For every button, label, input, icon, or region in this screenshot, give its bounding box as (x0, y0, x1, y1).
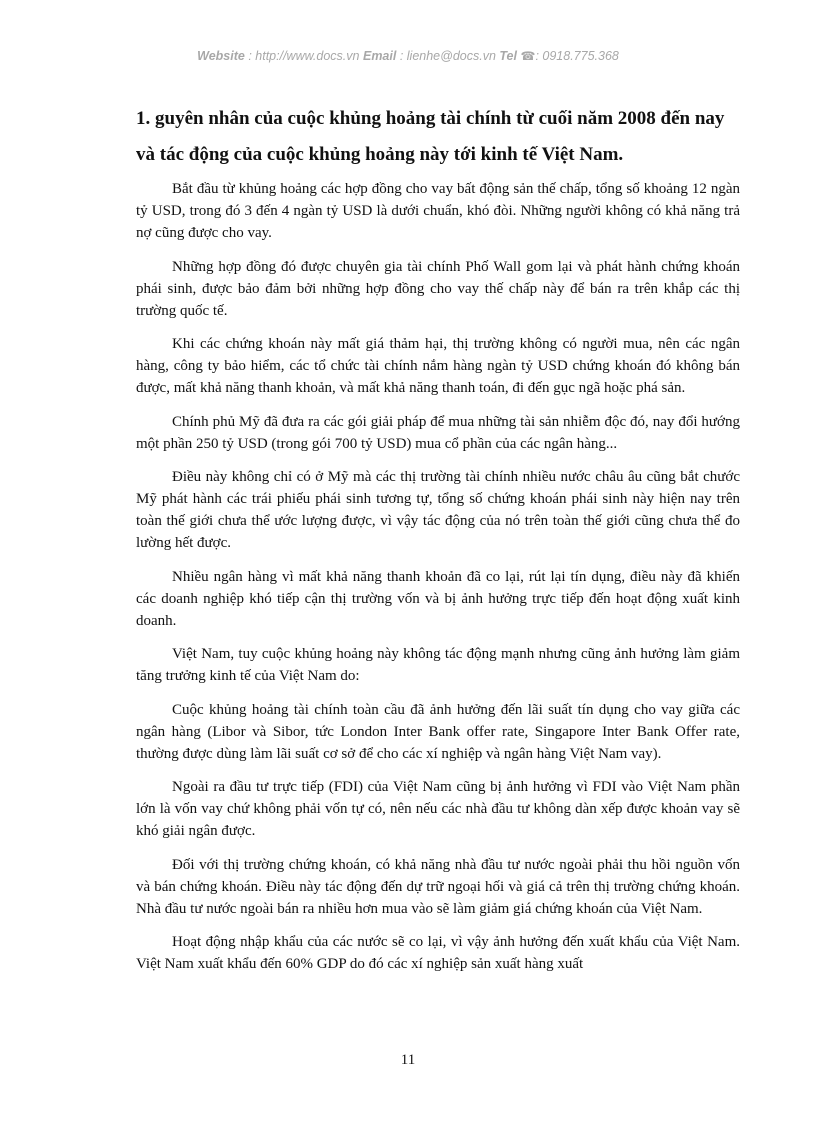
page-header (0, 49, 816, 63)
paragraph-3: Khi các chứng khoán này mất giá thảm hại, thị trường không có người mua, nên các ngân hàng, công ty bảo hiểm, các tổ chức tài chính nắm hàng ngàn tỷ USD chứng khoán đó không bán được, mất khả năng thanh khoản, và mất khả năng thanh toán, đi đến gục ngã hoặc phá sản. (136, 336, 740, 396)
email-label: Email (362, 49, 397, 63)
paragraph-11: Hoạt động nhập khẩu của các nước sẽ co lại, vì vậy ảnh hưởng đến xuất khẩu của Việt Nam. Việt Nam xuất khẩu đến 60% GDP do đó các xí nghiệp sản xuất hàng xuất (136, 934, 740, 972)
phone-icon: ☎ (520, 49, 536, 63)
page-number: 11 (400, 1052, 416, 1068)
paragraph-4: Chính phủ Mỹ đã đưa ra các gói giải pháp để mua những tài sản nhiễm độc đó, nay đổi hướng một phần 250 tỷ USD (trong gói 700 tỷ USD) mua cổ phần của các ngân hàng... (136, 413, 740, 452)
email-value: : lienhe@docs.vn (399, 49, 496, 63)
website-label: Website (197, 49, 245, 63)
paragraph-7: Việt Nam, tuy cuộc khủng hoảng này không tác động mạnh nhưng cũng ảnh hưởng làm giảm tăng trưởng kinh tế của Việt Nam do: (136, 646, 740, 684)
paragraph-8: Cuộc khủng hoảng tài chính toàn cầu đã ảnh hưởng đến lãi suất tín dụng cho vay giữa các ngân hàng (Libor và Sibor, tức London Inter Bank offer rate, Singapore Inter Bank Offer rate, thường được dùng làm lãi suất cơ sở để cho các xí nghiệp và ngân hàng Việt Nam vay). (136, 701, 740, 762)
paragraph-10: Đối với thị trường chứng khoán, có khả năng nhà đầu tư nước ngoài phải thu hồi nguồn vốn và bán chứng khoán. Điều này tác động đến dự trữ ngoại hối và giá cả trên thị trường chứng khoán. Nhà đầu tư nước ngoài bán ra nhiều hơn mua vào sẽ làm giảm giá chứng khoán của Việt Nam. (136, 856, 740, 917)
paragraph-9: Ngoài ra đầu tư trực tiếp (FDI) của Việt Nam cũng bị ảnh hưởng vì FDI vào Việt Nam phần lớn là vốn vay chứ không phải vốn tự có, nên nếu các nhà đầu tư không dàn xếp được khoản vay sẽ khó giải ngân được. (136, 779, 740, 839)
tel-label: Tel (499, 49, 517, 63)
section-title: 1. guyên nhân của cuộc khủng hoảng tài chính từ cuối năm 2008 đến nay và tác động của cuộc khủng hoảng này tới kinh tế Việt Nam. (136, 108, 725, 165)
tel-value: : 0918.775.368 (535, 49, 619, 63)
paragraph-2: Những hợp đồng đó được chuyên gia tài chính Phố Wall gom lại và phát hành chứng khoán phái sinh, được bảo đảm bởi những hợp đồng cho vay thế chấp này để bán ra trên khắp các thị trường quốc tế. (136, 258, 740, 319)
paragraph-5: Điều này không chỉ có ở Mỹ mà các thị trường tài chính nhiều nước châu âu cũng bắt chước Mỹ phát hành các trái phiếu phái sinh tương tự, tổng số chứng khoán phái sinh này hiện nay trên toàn thế giới chưa thể ước lượng được, vì vậy tác động của nó trên toàn thế giới cũng chưa thể đo lường hết được. (136, 469, 740, 551)
website-value: : http://www.docs.vn (248, 49, 360, 63)
paragraph-6: Nhiều ngân hàng vì mất khả năng thanh khoản đã co lại, rút lại tín dụng, điều này đã khiến các doanh nghiệp khó tiếp cận thị trường vốn và bị ảnh hưởng trực tiếp đến hoạt động xuất kinh doanh. (136, 568, 740, 629)
document-body (136, 178, 740, 987)
paragraph-1: Bắt đầu từ khủng hoảng các hợp đồng cho vay bất động sản thế chấp, tổng số khoảng 12 ngàn tỷ USD, trong đó 3 đến 4 ngàn tỷ USD là dưới chuẩn, khó đòi. Những người không có khả năng trả nợ cũng được cho vay. (136, 181, 740, 241)
